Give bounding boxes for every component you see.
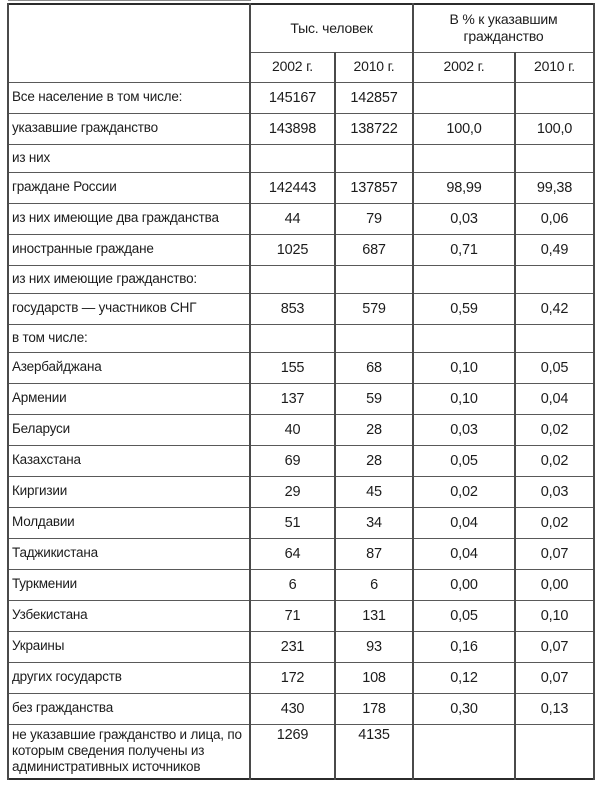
value-cell: 98,99 <box>413 172 515 203</box>
value-cell: 137 <box>250 383 335 414</box>
value-cell: 0,05 <box>413 600 515 631</box>
table-row <box>8 293 594 324</box>
value-cell: 93 <box>335 631 413 662</box>
row-label-cell: указавшие гражданство <box>8 113 250 144</box>
value-cell: 71 <box>250 600 335 631</box>
value-cell: 34 <box>335 507 413 538</box>
value-cell: 131 <box>335 600 413 631</box>
row-label-cell: Таджикистана <box>8 538 250 569</box>
value-cell: 68 <box>335 352 413 383</box>
value-cell: 178 <box>335 693 413 724</box>
value-cell: 0,12 <box>413 662 515 693</box>
value-cell: 51 <box>250 507 335 538</box>
value-cell <box>250 265 335 293</box>
value-cell: 0,10 <box>515 600 594 631</box>
table-row <box>8 693 594 724</box>
value-cell: 142857 <box>335 82 413 113</box>
row-label-cell: Туркмении <box>8 569 250 600</box>
cropped-line-artifact <box>8 0 251 1</box>
value-cell: 142443 <box>250 172 335 203</box>
value-cell <box>335 324 413 352</box>
value-cell: 100,0 <box>413 113 515 144</box>
table-row <box>8 82 594 113</box>
row-label-cell: Все население в том числе: <box>8 82 250 113</box>
value-cell: 87 <box>335 538 413 569</box>
table-row <box>8 569 594 600</box>
value-cell <box>515 144 594 172</box>
value-cell: 0,04 <box>515 383 594 414</box>
value-cell: 108 <box>335 662 413 693</box>
value-cell: 853 <box>250 293 335 324</box>
value-cell: 687 <box>335 234 413 265</box>
value-cell: 0,03 <box>515 476 594 507</box>
year-header-cell: 2010 г. <box>335 52 413 82</box>
row-label-cell: не указавшие гражданство и лица, по которым сведения получены из административных источников <box>8 724 250 779</box>
row-label-cell: из них имеющие гражданство: <box>8 265 250 293</box>
table-row <box>8 414 594 445</box>
year-header-cell: 2002 г. <box>413 52 515 82</box>
value-cell: 172 <box>250 662 335 693</box>
value-cell <box>413 724 515 779</box>
year-header-cell: 2002 г. <box>250 52 335 82</box>
row-label-cell: Молдавии <box>8 507 250 538</box>
value-cell: 0,42 <box>515 293 594 324</box>
value-cell <box>515 724 594 779</box>
row-label-cell: из них <box>8 144 250 172</box>
table-row <box>8 383 594 414</box>
row-label-cell: из них имеющие два гражданства <box>8 203 250 234</box>
table-row <box>8 507 594 538</box>
value-cell: 137857 <box>335 172 413 203</box>
table-row <box>8 172 594 203</box>
row-label-cell: граждане России <box>8 172 250 203</box>
table-header <box>8 4 594 82</box>
value-cell: 0,59 <box>413 293 515 324</box>
value-cell: 40 <box>250 414 335 445</box>
value-cell <box>335 265 413 293</box>
group-header-row <box>8 4 594 52</box>
table-row <box>8 144 594 172</box>
value-cell: 0,71 <box>413 234 515 265</box>
value-cell: 0,10 <box>413 383 515 414</box>
value-cell: 0,49 <box>515 234 594 265</box>
value-cell: 0,07 <box>515 662 594 693</box>
citizenship-table <box>7 3 595 780</box>
value-cell: 28 <box>335 414 413 445</box>
value-cell: 0,05 <box>413 445 515 476</box>
table-row <box>8 600 594 631</box>
value-cell: 59 <box>335 383 413 414</box>
value-cell <box>413 265 515 293</box>
value-cell: 145167 <box>250 82 335 113</box>
value-cell: 79 <box>335 203 413 234</box>
value-cell <box>413 82 515 113</box>
value-cell: 6 <box>335 569 413 600</box>
table-row <box>8 631 594 662</box>
value-cell: 0,30 <box>413 693 515 724</box>
value-cell <box>335 144 413 172</box>
value-cell <box>250 324 335 352</box>
value-cell <box>250 144 335 172</box>
value-cell: 143898 <box>250 113 335 144</box>
table-row <box>8 324 594 352</box>
value-cell <box>515 265 594 293</box>
value-cell: 6 <box>250 569 335 600</box>
table-row <box>8 265 594 293</box>
value-cell: 430 <box>250 693 335 724</box>
value-cell: 69 <box>250 445 335 476</box>
row-label-cell: Казахстана <box>8 445 250 476</box>
value-cell: 0,02 <box>515 445 594 476</box>
value-cell: 0,05 <box>515 352 594 383</box>
value-cell: 0,04 <box>413 538 515 569</box>
row-label-cell: Украины <box>8 631 250 662</box>
value-cell: 0,07 <box>515 538 594 569</box>
value-cell: 64 <box>250 538 335 569</box>
row-label-cell: в том числе: <box>8 324 250 352</box>
row-label-cell: без гражданства <box>8 693 250 724</box>
table-row <box>8 476 594 507</box>
table-row <box>8 538 594 569</box>
row-label-cell: государств — участников СНГ <box>8 293 250 324</box>
table-row <box>8 662 594 693</box>
value-cell: 0,04 <box>413 507 515 538</box>
value-cell: 0,13 <box>515 693 594 724</box>
row-label-cell: Армении <box>8 383 250 414</box>
empty-corner-cell <box>8 4 250 82</box>
value-cell: 45 <box>335 476 413 507</box>
value-cell: 231 <box>250 631 335 662</box>
value-cell: 0,02 <box>515 414 594 445</box>
header-percent-of-stated: В % к указавшим гражданство <box>413 4 594 52</box>
value-cell: 4135 <box>335 724 413 779</box>
value-cell: 0,16 <box>413 631 515 662</box>
row-label-cell: Узбекистана <box>8 600 250 631</box>
value-cell: 99,38 <box>515 172 594 203</box>
value-cell: 1269 <box>250 724 335 779</box>
value-cell: 0,06 <box>515 203 594 234</box>
header-thousands-people: Тыс. человек <box>250 4 413 52</box>
table-body <box>8 82 594 779</box>
row-label-cell: иностранные граждане <box>8 234 250 265</box>
year-header-cell: 2010 г. <box>515 52 594 82</box>
value-cell: 0,03 <box>413 203 515 234</box>
table-row <box>8 113 594 144</box>
row-label-cell: Киргизии <box>8 476 250 507</box>
table-row <box>8 352 594 383</box>
row-label-cell: Азербайджана <box>8 352 250 383</box>
value-cell: 0,00 <box>515 569 594 600</box>
table-row <box>8 724 594 779</box>
value-cell: 138722 <box>335 113 413 144</box>
value-cell: 44 <box>250 203 335 234</box>
value-cell <box>515 324 594 352</box>
table-row <box>8 234 594 265</box>
value-cell: 0,02 <box>413 476 515 507</box>
value-cell: 100,0 <box>515 113 594 144</box>
value-cell: 28 <box>335 445 413 476</box>
value-cell: 29 <box>250 476 335 507</box>
value-cell: 0,10 <box>413 352 515 383</box>
value-cell: 0,00 <box>413 569 515 600</box>
value-cell: 0,02 <box>515 507 594 538</box>
value-cell: 155 <box>250 352 335 383</box>
value-cell <box>515 82 594 113</box>
row-label-cell: других государств <box>8 662 250 693</box>
table-row <box>8 203 594 234</box>
value-cell: 579 <box>335 293 413 324</box>
value-cell: 0,07 <box>515 631 594 662</box>
value-cell <box>413 324 515 352</box>
value-cell: 1025 <box>250 234 335 265</box>
row-label-cell: Беларуси <box>8 414 250 445</box>
table-row <box>8 445 594 476</box>
value-cell: 0,03 <box>413 414 515 445</box>
value-cell <box>413 144 515 172</box>
